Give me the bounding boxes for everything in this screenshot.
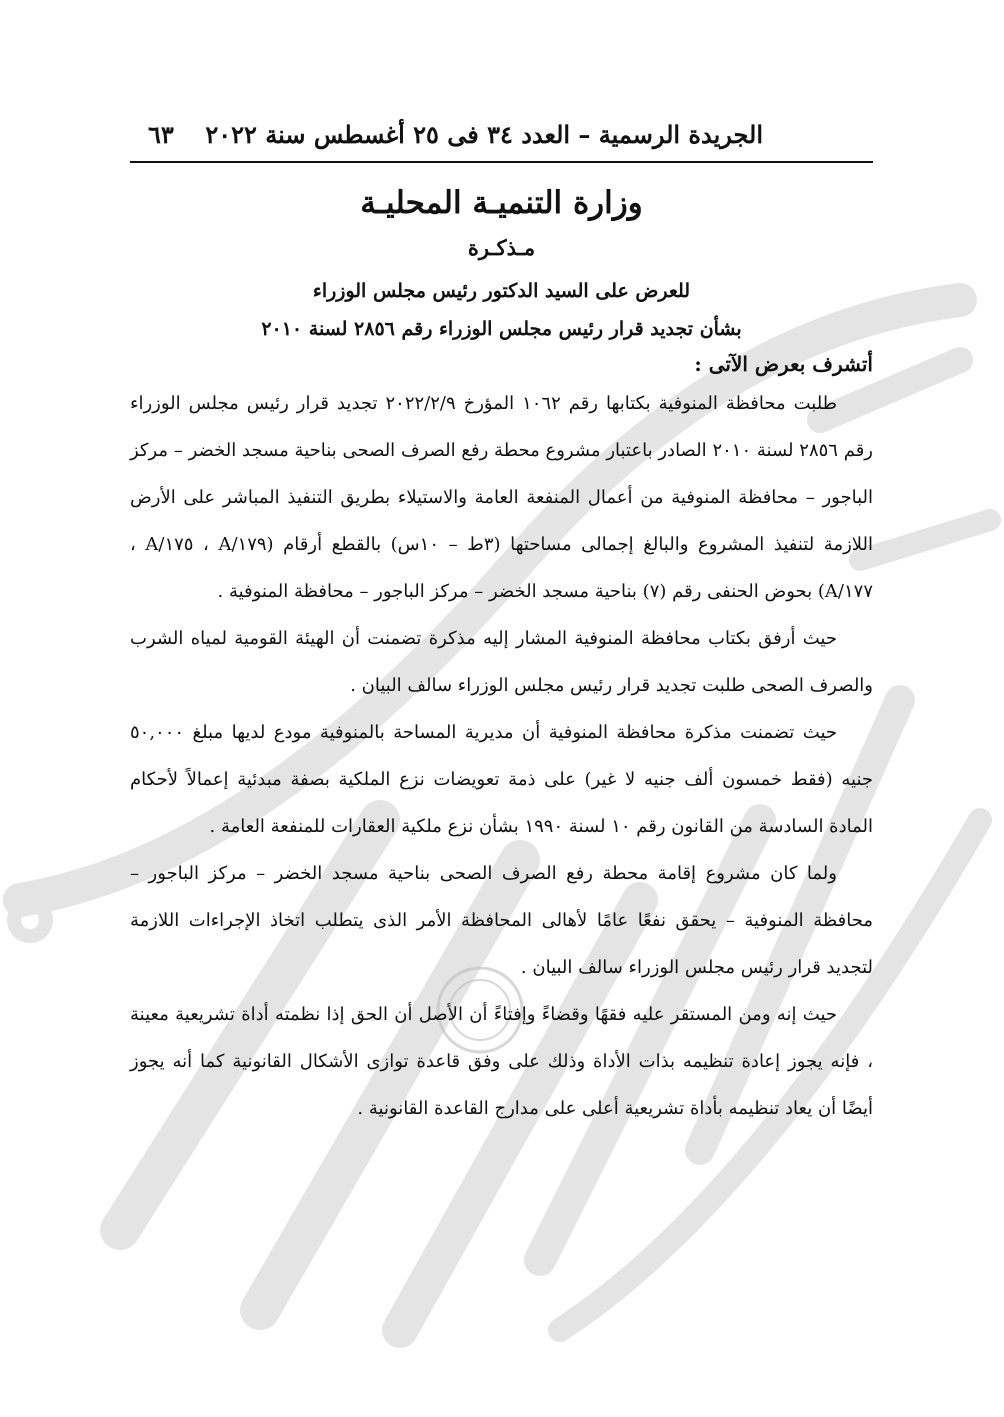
paragraph-4: ولما كان مشروع إقامة محطة رفع الصرف الصحى بناحية مسجد الخضر – مركز الباجور – محافظة المنوفية – يحقق نفعًا عامًا لأهالى المحافظة الأمر الذى يتطلب اتخاذ الإجراءات اللازمة لتجديد قرار رئيس مجلس الوزراء سالف البيان . — [130, 863, 873, 978]
document-page — [130, 120, 873, 1132]
memo-heading: مـذكـرة — [467, 235, 536, 260]
subject-line: بشأن تجديد قرار رئيس مجلس الوزراء رقم ٢٨٥٦ لسنة ٢٠١٠ — [261, 318, 742, 340]
paragraph-3: حيث تضمنت مذكرة محافظة المنوفية أن مديرية المساحة بالمنوفية مودع لديها مبلغ ٥٠,٠٠٠ جنيه (فقط خمسون ألف جنيه لا غير) على ذمة تعويضات نزع الملكية بصفة مبدئية إعمالاً لأحكام المادة السادسة من القانون رقم ١٠ لسنة ١٩٩٠ بشأن نزع ملكية العقارات للمنفعة العامة . — [130, 722, 873, 837]
page-header — [130, 120, 873, 163]
intro-line: أتشرف بعرض الآتى : — [694, 352, 873, 376]
paragraph-5: حيث إنه ومن المستقر عليه فقهًا وقضاءً وإفتاءً أن الأصل أن الحق إذا نظمته أداة تشريعية معينة ، فإنه يجوز إعادة تنظيمه بذات الأداة وذلك على وفق قاعدة توازى الأشكال القانونية كما أنه يجوز أيضًا أن يعاد تنظيمه بأداة تشريعية أعلى على مدارج القاعدة القانونية . — [130, 1004, 873, 1119]
page-number: ٦٣ — [148, 120, 174, 149]
ministry-heading: وزارة التنميـة المحليـة — [360, 185, 643, 221]
addressed-to-line: للعرض على السيد الدكتور رئيس مجلس الوزراء — [312, 280, 691, 302]
gazette-header-title: الجريدة الرسمية – العدد ٣٤ فى ٢٥ أغسطس سنة ٢٠٢٢ — [205, 120, 763, 149]
paragraph-2: حيث أرفق بكتاب محافظة المنوفية المشار إليه مذكرة تضمنت أن الهيئة القومية لمياه الشرب والصرف الصحى طلبت تجديد قرار رئيس مجلس الوزراء سالف البيان . — [130, 628, 873, 696]
paragraph-1: طلبت محافظة المنوفية بكتابها رقم ١٠٦٢ المؤرخ ٢٠٢٢/٢/٩ تجديد قرار رئيس مجلس الوزراء رقم ٢٨٥٦ لسنة ٢٠١٠ الصادر باعتبار مشروع محطة رفع الصرف الصحى بناحية مسجد الخضر – مركز الباجور – محافظة المنوفية من أعمال المنفعة العامة والاستيلاء بطريق التنفيذ المباشر على الأرض اللازمة لتنفيذ المشروع والبالغ إجمالى مساحتها (٣ط – ١٠س) بالقطع أرقام (١٧٩/A ، ١٧٥/A ، ١٧٧/A) بحوض الحنفى رقم (٧) بناحية مسجد الخضر – مركز الباجور – محافظة المنوفية . — [130, 393, 874, 602]
